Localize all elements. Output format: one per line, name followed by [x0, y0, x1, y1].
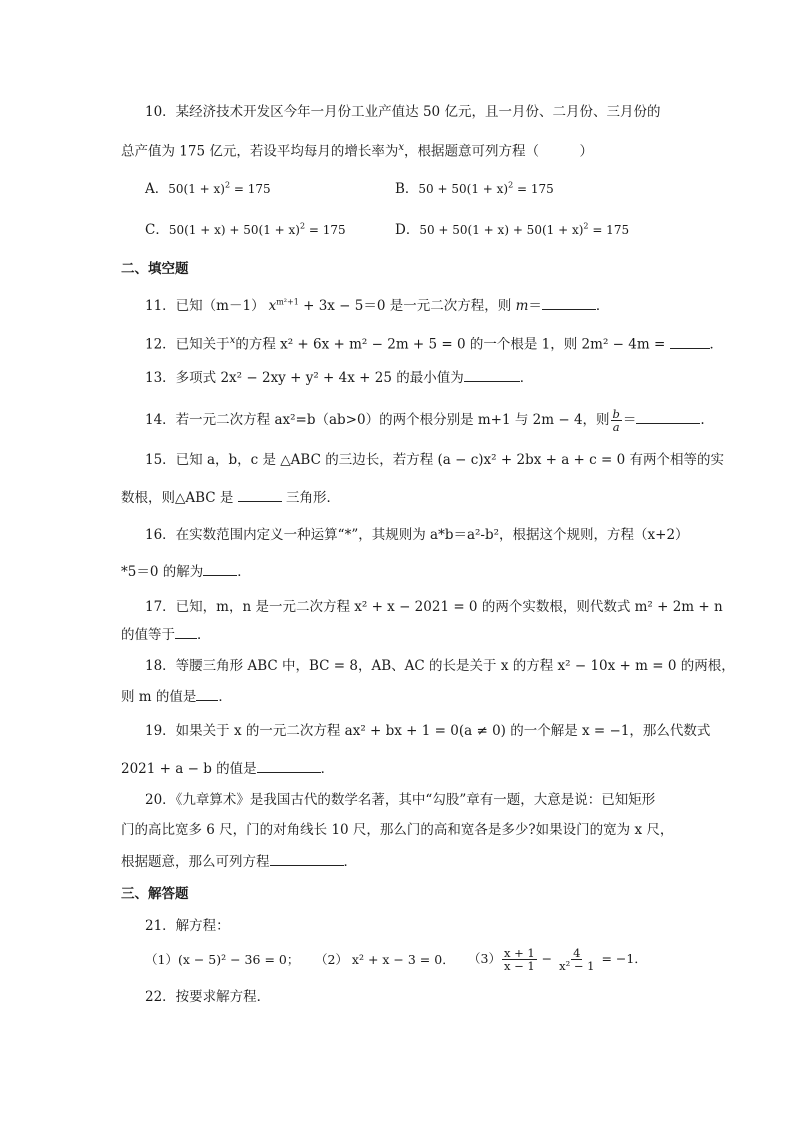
q14-equals: ＝ — [622, 412, 637, 428]
q13-period: ． — [519, 370, 534, 386]
q20-line2: 门的高比宽多 6 尺，门的对角线长 10 尺，那么门的高和宽各是多少?如果设门的宽为 x 尺， — [121, 822, 674, 838]
q20-period: ． — [343, 854, 357, 870]
option-d-math: 50 + 50(1 + x) + 50(1 + x) — [419, 223, 584, 237]
option-a-math: 50(1 + x) — [168, 182, 225, 196]
q14-fraction — [611, 408, 622, 433]
q18-text-a: 则 m 的值是 — [121, 689, 197, 705]
q21-part2: （2） x² + x − 3 = 0． — [315, 952, 455, 967]
q14-denominator: a — [612, 420, 620, 434]
q10-option-a — [145, 179, 271, 199]
q19-answer-blank[interactable] — [257, 758, 321, 773]
q22-title: 22．按要求解方程． — [145, 989, 271, 1005]
q21-title: 21．解方程： — [145, 918, 230, 934]
q21-f1-numerator: x + 1 — [503, 946, 535, 960]
q21-fraction-1 — [502, 947, 537, 972]
q10-option-b — [395, 179, 554, 199]
q19-line2 — [121, 758, 334, 779]
q14-text: 14．若一元二次方程 ax²=b（ab>0）的两个根分别是 m+1 与 2m − 4，则 — [145, 412, 610, 428]
q10-line2-text: 总产值为 175 亿元，若设平均每月的增长率为 — [121, 143, 399, 160]
q11-text-a: 11．已知（m－1） — [145, 298, 265, 314]
q16-answer-blank[interactable] — [203, 561, 237, 576]
q16-period: ． — [237, 564, 251, 580]
q10-line1: 10．某经济技术开发区今年一月份工业产值达 50 亿元，且一月份、二月份、三月份的 — [145, 104, 661, 120]
q14-period: . — [700, 412, 705, 428]
q13-answer-blank[interactable] — [464, 367, 520, 382]
option-a-square: 2 — [224, 180, 231, 190]
option-b-tail: = 175 — [513, 182, 554, 196]
q17-text-a: 的值等于 — [121, 627, 175, 643]
q14-answer-blank[interactable] — [636, 409, 700, 424]
q12-text-a: 12．已知关于 — [145, 336, 230, 353]
q11-equals: ＝ — [528, 298, 542, 314]
q21-fraction-2 — [557, 947, 596, 972]
option-c-math: 50(1 + x) + 50(1 + x) — [168, 223, 300, 237]
q21-part3-label: （3） — [468, 951, 501, 966]
q17-line1: 17．已知，m，n 是一元二次方程 x² + x − 2021 = 0 的两个实数根，则代数式 m² + 2m + n — [145, 599, 723, 615]
option-d-label: D． — [395, 222, 420, 238]
option-c-label: C． — [145, 222, 169, 238]
q15-line1: 15．已知 a，b，c 是 △ABC 的三边长，若方程 (a − c)x² + 2bx + a + c = 0 有两个相等的实 — [145, 452, 724, 468]
q12-text-b: 的方程 x² + 6x + m² − 2m + 5 = 0 的一个根是 1，则 2m² − 4m = — [235, 336, 670, 353]
option-b-label: B． — [395, 181, 419, 197]
q14 — [145, 408, 705, 433]
q21-part3 — [468, 944, 647, 974]
section-solve-title: 三、解答题 — [121, 886, 189, 902]
q15-answer-blank[interactable] — [238, 487, 282, 502]
q18-line2 — [121, 686, 232, 707]
q19-line1: 19．如果关于 x 的一元二次方程 ax² + bx + 1 = 0(a ≠ 0) 的一个解是 x = −1，那么代数式 — [145, 723, 711, 739]
option-a-tail: = 175 — [230, 182, 271, 196]
q11-period: ． — [595, 298, 610, 314]
q13-text: 13．多项式 2x² − 2xy + y² + 4x + 25 的最小值为 — [145, 370, 464, 386]
q16-line1: 16．在实数范围内定义一种运算“*”，其规则为 a*b＝a²-b²，根据这个规则，方程（x+2） — [145, 527, 689, 543]
q21-part3-tail: = −1． — [597, 951, 647, 966]
q10-option-c — [145, 220, 346, 240]
q10-line2-tail: ，根据题意可列方程（ ） — [404, 143, 593, 160]
option-b-square: 2 — [508, 180, 514, 190]
q20-line3 — [121, 851, 357, 872]
q10-line2 — [121, 138, 593, 162]
q10-option-d — [395, 220, 629, 240]
q21-f2-numerator: 4 — [573, 946, 581, 960]
q11-exp-base: x — [268, 298, 277, 314]
option-d-tail: = 175 — [588, 223, 630, 237]
q11-answer-blank[interactable] — [542, 295, 596, 310]
q19-text-a: 2021 + a − b 的值是 — [121, 761, 257, 777]
q10-var-x: x — [398, 142, 404, 153]
q17-answer-blank[interactable] — [175, 624, 197, 639]
option-b-math: 50 + 50(1 + x) — [418, 182, 509, 196]
q20-text-a: 根据题意，那么可列方程 — [121, 854, 270, 870]
q16-line2 — [121, 561, 251, 582]
q21-f2-denominator: x² − 1 — [559, 959, 595, 973]
q15-text-b: 三角形． — [281, 490, 341, 506]
q21-f1-denominator: x − 1 — [503, 959, 535, 973]
q14-numerator: b — [612, 407, 620, 421]
q20-line1: 20．《九章算术》是我国古代的数学名著，其中“勾股”章有一题，大意是说：已知矩形 — [145, 792, 656, 808]
q20-answer-blank[interactable] — [270, 851, 344, 866]
q17-period: ． — [197, 627, 211, 643]
q18-answer-blank[interactable] — [196, 686, 218, 701]
q12 — [145, 331, 723, 355]
q21-minus: − — [537, 951, 557, 966]
q12-period: ． — [709, 336, 724, 353]
q11-var-m: m — [515, 298, 529, 314]
q12-answer-blank[interactable] — [670, 334, 710, 349]
option-c-square: 2 — [299, 221, 306, 231]
section-fill-in-title: 二、填空题 — [121, 261, 189, 277]
q15-line2 — [121, 487, 340, 508]
option-d-square: 2 — [583, 221, 589, 231]
q21-part1: （1）(x − 5)² − 36 = 0； — [145, 952, 300, 967]
q12-var-x: x — [229, 335, 236, 346]
q11-text-b: + 3x − 5＝0 是一元二次方程，则 — [298, 298, 516, 314]
q18-line1: 18．等腰三角形 ABC 中，BC = 8，AB、AC 的长是关于 x 的方程 x² − 10x + m = 0 的两根， — [145, 658, 735, 674]
option-c-tail: = 175 — [305, 223, 346, 237]
q18-period: ． — [218, 689, 232, 705]
q11-exponent: m²+1 — [276, 297, 299, 307]
q16-text-a: *5＝0 的解为 — [121, 564, 204, 580]
q17-line2 — [121, 624, 211, 645]
q15-text-a: 数根，则△ABC 是 — [121, 490, 238, 506]
q19-period: ． — [320, 761, 335, 777]
option-a-label: A． — [145, 181, 169, 197]
q13 — [145, 367, 533, 388]
q11 — [145, 295, 609, 316]
